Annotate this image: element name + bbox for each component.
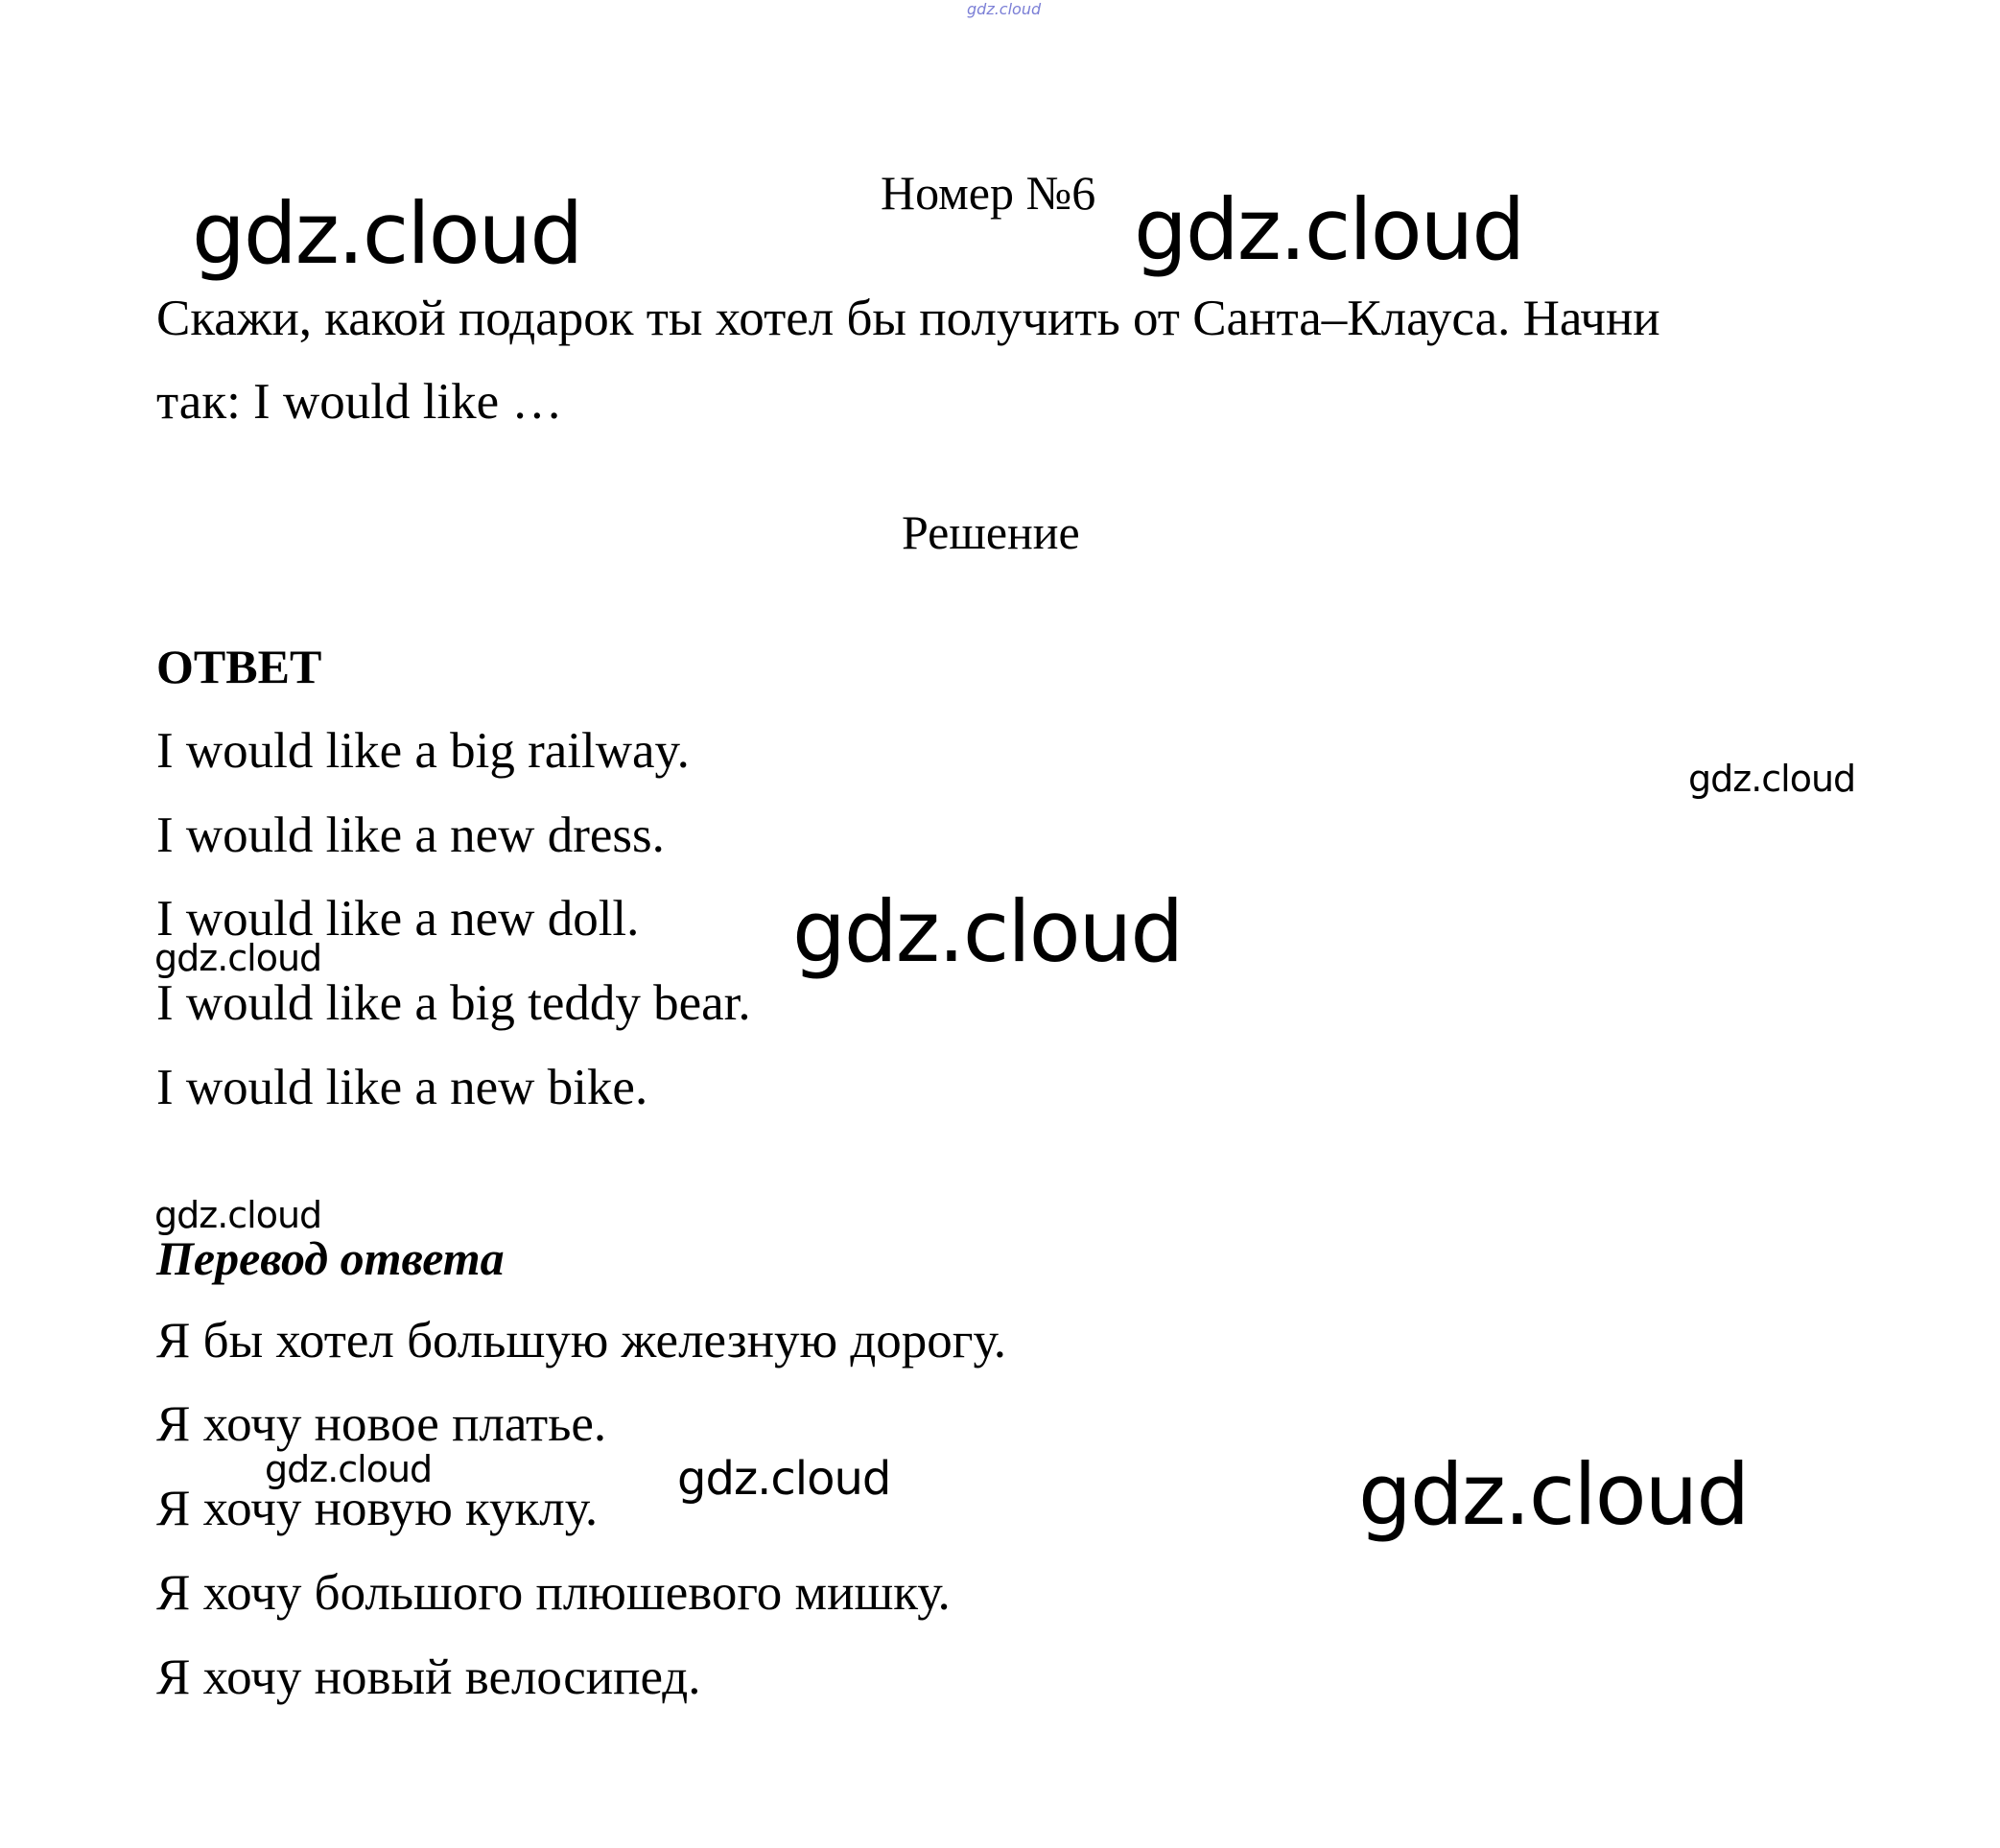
translation-line: Я хочу новый велосипед. bbox=[156, 1649, 701, 1705]
watermark: gdz.cloud bbox=[792, 882, 1183, 981]
translation-heading: Перевод ответа bbox=[156, 1231, 505, 1285]
watermark: gdz.cloud bbox=[1688, 758, 1856, 800]
top-watermark: gdz.cloud bbox=[967, 0, 1042, 18]
watermark: gdz.cloud bbox=[1358, 1445, 1749, 1544]
watermark: gdz.cloud bbox=[154, 1194, 322, 1236]
answer-line: I would like a new bike. bbox=[156, 1060, 648, 1115]
answer-line: I would like a big teddy bear. bbox=[156, 975, 751, 1031]
task-text-line-2: так: I would like … bbox=[156, 374, 563, 430]
translation-line: Я хочу новую куклу. bbox=[156, 1481, 599, 1536]
translation-line: Я бы хотел большую железную дорогу. bbox=[156, 1313, 1006, 1368]
answer-line: I would like a big railway. bbox=[156, 723, 690, 779]
task-text-line-1: Скажи, какой подарок ты хотел бы получить от Санта–Клауса. Начни bbox=[156, 291, 1660, 346]
watermark: gdz.cloud bbox=[1134, 180, 1524, 279]
solution-heading: Решение bbox=[902, 505, 1080, 559]
watermark: gdz.cloud bbox=[265, 1448, 433, 1490]
translation-line: Я хочу новое платье. bbox=[156, 1396, 607, 1452]
page-title: Номер №6 bbox=[881, 166, 1096, 220]
watermark: gdz.cloud bbox=[154, 937, 322, 979]
watermark: gdz.cloud bbox=[192, 184, 582, 283]
watermark: gdz.cloud bbox=[677, 1452, 891, 1506]
translation-line: Я хочу большого плюшевого мишку. bbox=[156, 1565, 951, 1621]
answer-line: I would like a new dress. bbox=[156, 807, 665, 863]
answer-heading: ОТВЕТ bbox=[156, 640, 322, 693]
answer-line: I would like a new doll. bbox=[156, 891, 640, 947]
